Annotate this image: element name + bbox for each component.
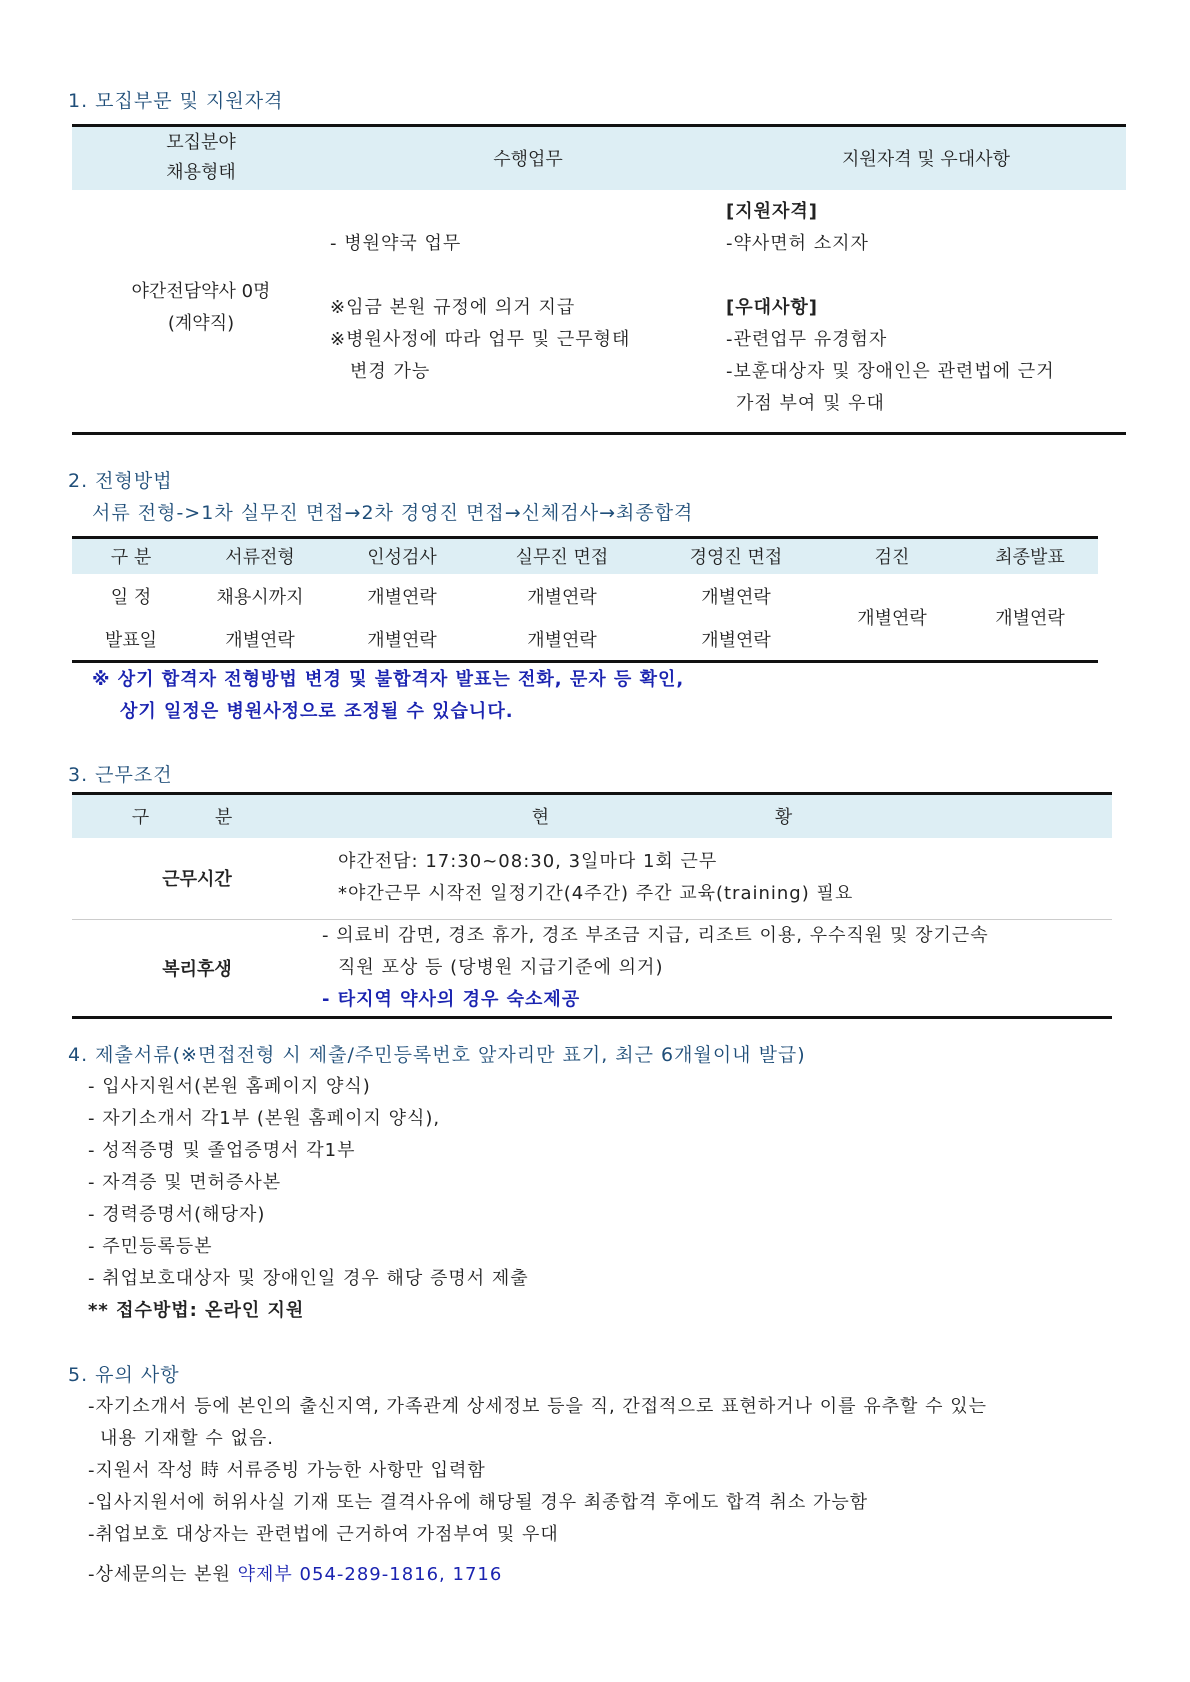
recruit-table-header (72, 126, 1126, 190)
sel-r2c0: 발표일 (104, 629, 158, 651)
doc-item-3: - 성적증명 및 졸업증명서 각1부 (88, 1140, 356, 1161)
selection-table (72, 536, 1098, 663)
contact-line (88, 1560, 502, 1586)
sel-h6: 최종발표 (995, 547, 1065, 569)
work-hours-line1: 야간전담: 17:30~08:30, 3일마다 1회 근무 (338, 851, 718, 873)
sel-h1: 서류전형 (225, 547, 295, 569)
doc-item-7: - 취업보호대상자 및 장애인일 경우 해당 증명서 제출 (88, 1268, 529, 1289)
header-duty-cell: 수행업무 (493, 149, 563, 171)
selection-note-line1: ※ 상기 합격자 전형방법 변경 및 불합격자 발표는 전화, 문자 등 확인, (92, 669, 685, 690)
pref-line3: 가점 부여 및 우대 (736, 392, 885, 414)
work-table-header (72, 794, 1112, 838)
sel-merged-final: 개별연락 (995, 607, 1065, 629)
sel-merged-checkup: 개별연락 (857, 607, 927, 629)
doc-item-6: - 주민등록등본 (88, 1236, 213, 1257)
work-welfare-line3: - 타지역 약사의 경우 숙소제공 (322, 989, 581, 1010)
notice-line-3: -입사지원서에 허위사실 기재 또는 결격사유에 해당될 경우 최종합격 후에도 합격 취소 가능함 (88, 1492, 869, 1513)
selection-table-header (72, 538, 1098, 574)
work-hours-label: 근무시간 (162, 869, 232, 891)
sel-h3: 실무진 면접 (515, 547, 609, 569)
contact-prefix: -상세문의는 본원 (88, 1564, 238, 1585)
doc-item-4: - 자격증 및 면허증사본 (88, 1172, 282, 1193)
selection-note (92, 664, 684, 728)
sel-r1c1: 채용시까지 (216, 586, 304, 608)
qual-line1: -약사면허 소지자 (726, 232, 869, 254)
section-5-title: 5. 유의 사항 (68, 1364, 180, 1386)
header-field-line1: 모집분야 (166, 132, 236, 154)
sel-r2c1: 개별연락 (225, 629, 295, 651)
work-row-hours (72, 838, 1112, 920)
header-qual-cell: 지원자격 및 우대사항 (842, 149, 1010, 171)
work-welfare-cell (322, 920, 1112, 1018)
sel-h0: 구 분 (110, 547, 152, 569)
sel-r1c0: 일 정 (110, 586, 152, 608)
section-2-title: 2. 전형방법 (68, 470, 173, 492)
field-line2: (계약직) (167, 312, 235, 334)
duty-line2: ※임금 본원 규정에 의거 지급 (330, 296, 576, 318)
recruit-table-row (72, 190, 1126, 434)
work-row-welfare (72, 920, 1112, 1018)
qual-cell (726, 190, 1126, 434)
pref-line1: -관련업무 유경험자 (726, 328, 888, 350)
duty-line1: - 병원약국 업무 (330, 232, 462, 254)
qual-title: [지원자격] (726, 200, 819, 222)
selection-row-schedule (72, 574, 1098, 618)
doc-item-1: - 입사지원서(본원 홈페이지 양식) (88, 1076, 371, 1097)
doc-item-5: - 경력증명서(해당자) (88, 1204, 266, 1225)
sel-r2c2: 개별연락 (367, 629, 437, 651)
work-table (72, 792, 1112, 1019)
pref-title: [우대사항] (726, 296, 819, 318)
duty-line3: ※병원사정에 따라 업무 및 근무형태 (330, 328, 631, 350)
contact-value: 약제부 054-289-1816, 1716 (237, 1564, 503, 1585)
notice-line-1: -자기소개서 등에 본인의 출신지역, 가족관계 상세정보 등을 직, 간접적으로 표현하거나 이를 유추할 수 있는 (88, 1396, 987, 1417)
sel-h2: 인성검사 (367, 547, 437, 569)
apply-method: ** 접수방법: 온라인 지원 (88, 1300, 305, 1321)
sel-r2c4: 개별연락 (701, 629, 771, 651)
work-h0: 구 분 (131, 807, 263, 829)
selection-flow: 서류 전형->1차 실무진 면접→2차 경영진 면접→신체검사→최종합격 (92, 502, 694, 524)
sel-h5: 검진 (874, 547, 910, 569)
work-h1: 현 황 (531, 807, 903, 829)
header-field-cell (72, 126, 330, 190)
duty-line4: 변경 가능 (350, 360, 431, 382)
work-welfare-line2: 직원 포상 등 (당병원 지급기준에 의거) (338, 957, 664, 978)
sel-r1c4: 개별연락 (701, 586, 771, 608)
pref-line2: -보훈대상자 및 장애인은 관련법에 근거 (726, 360, 1055, 382)
work-welfare-label: 복리후생 (162, 959, 232, 980)
sel-h4: 경영진 면접 (689, 547, 783, 569)
section-1-title: 1. 모집부문 및 지원자격 (68, 90, 284, 112)
doc-item-2: - 자기소개서 각1부 (본원 홈페이지 양식), (88, 1108, 441, 1129)
duty-cell (330, 190, 726, 434)
selection-note-line2: 상기 일정은 병원사정으로 조정될 수 있습니다. (120, 701, 514, 722)
notice-line-1b: 내용 기재할 수 없음. (100, 1428, 274, 1449)
recruit-table (72, 124, 1126, 435)
sel-r1c2: 개별연락 (367, 586, 437, 608)
field-line1: 야간전담약사 0명 (131, 280, 271, 302)
notice-line-2: -지원서 작성 時 서류증빙 가능한 사항만 입력함 (88, 1460, 486, 1481)
notice-line-4: -취업보호 대상자는 관련법에 근거하여 가점부여 및 우대 (88, 1524, 559, 1545)
work-hours-line2: *야간근무 시작전 일정기간(4주간) 주간 교육(training) 필요 (338, 883, 854, 905)
work-hours-cell (322, 838, 1112, 920)
section-4-title: 4. 제출서류(※면접전형 시 제출/주민등록번호 앞자리만 표기, 최근 6개월이내 발급) (68, 1044, 806, 1066)
section-3-title: 3. 근무조건 (68, 764, 173, 786)
header-field-line2: 채용형태 (166, 162, 236, 184)
sel-r1c3: 개별연락 (527, 586, 597, 608)
sel-r2c3: 개별연락 (527, 629, 597, 651)
work-welfare-line1: - 의료비 감면, 경조 휴가, 경조 부조금 지급, 리조트 이용, 우수직원 및 장기근속 (322, 925, 989, 946)
